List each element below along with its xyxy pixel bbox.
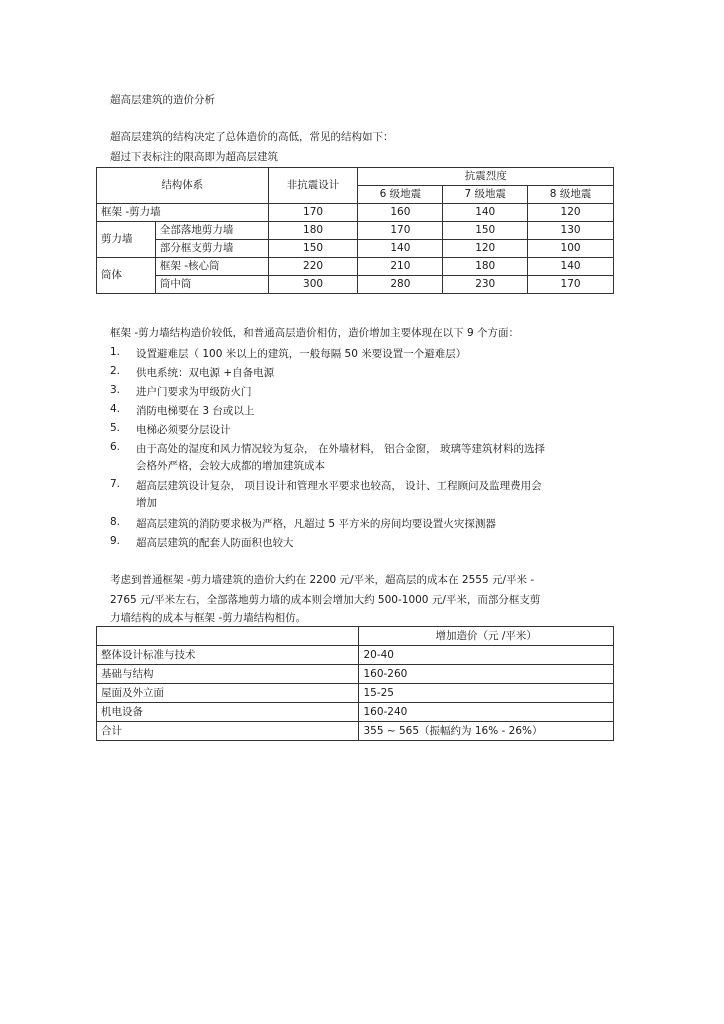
cost-item: 合计 bbox=[97, 722, 359, 741]
cost-item: 基础与结构 bbox=[97, 665, 359, 684]
list-text: 由于高处的湿度和风力情况较为复杂， 在外墙材料， 铝合金窗， 玻璃等建筑材料的选择 bbox=[136, 443, 546, 455]
list-text: 进户门要求为甲级防火门 bbox=[136, 386, 252, 398]
list-number: 7. bbox=[110, 478, 121, 490]
cell: 170 bbox=[268, 204, 358, 222]
header-8: 8 级地震 bbox=[528, 186, 614, 204]
list-number: 5. bbox=[110, 422, 121, 434]
row-group: 框架 -剪力墙 bbox=[97, 204, 269, 222]
header-structure: 结构体系 bbox=[97, 168, 269, 204]
cell: 210 bbox=[358, 258, 443, 276]
list-text: 电梯必须要分层设计 bbox=[136, 424, 231, 436]
list-text: 消防电梯要在 3 台或以上 bbox=[136, 405, 255, 417]
cost-value: 160-260 bbox=[359, 665, 614, 684]
table-row bbox=[97, 722, 614, 741]
paragraph-2-line-1: 考虑到普通框架 -剪力墙建筑的造价大约在 2200 元/平米，超高层的成本在 2555 元/平米 - bbox=[110, 574, 535, 586]
cost-value: 160-240 bbox=[359, 703, 614, 722]
cost-value: 15-25 bbox=[359, 684, 614, 703]
row-sub: 筒中筒 bbox=[155, 276, 268, 294]
cell: 140 bbox=[528, 258, 614, 276]
cost-item: 机电设备 bbox=[97, 703, 359, 722]
cell: 220 bbox=[268, 258, 358, 276]
cell: 150 bbox=[268, 240, 358, 258]
cell: 140 bbox=[358, 240, 443, 258]
list-text: 供电系统：双电源 +自备电源 bbox=[136, 367, 275, 379]
header-cost: 增加造价（元 /平米） bbox=[359, 627, 614, 646]
row-group: 剪力墙 bbox=[97, 222, 156, 258]
page-title: 超高层建筑的造价分析 bbox=[110, 94, 215, 106]
paragraph-2-line-3: 力墙结构的成本与框架 -剪力墙结构相仿。 bbox=[110, 612, 307, 624]
cell: 120 bbox=[443, 240, 528, 258]
row-sub: 框架 -核心筒 bbox=[155, 258, 268, 276]
cell: 120 bbox=[528, 204, 614, 222]
table-row bbox=[97, 276, 614, 294]
cell: 170 bbox=[528, 276, 614, 294]
list-number: 4. bbox=[110, 403, 121, 415]
row-group: 筒体 bbox=[97, 258, 156, 294]
list-number: 1. bbox=[110, 346, 121, 358]
table-caption: 超过下表标注的限高即为超高层建筑 bbox=[110, 151, 278, 163]
intro-text: 超高层建筑的结构决定了总体造价的高低，常见的结构如下： bbox=[110, 131, 394, 143]
cost-value: 20-40 bbox=[359, 646, 614, 665]
list-text: 超高层建筑的消防要求极为严格，凡超过 5 平方米的房间均要设置火灾探测器 bbox=[136, 518, 496, 530]
table-row bbox=[97, 703, 614, 722]
header-item bbox=[97, 627, 359, 646]
cell: 150 bbox=[443, 222, 528, 240]
list-text: 超高层建筑的配套人防面积也较大 bbox=[136, 537, 294, 549]
list-text-continued: 会格外严格，会较大成都的增加建筑成本 bbox=[136, 460, 325, 472]
cost-item: 屋面及外立面 bbox=[97, 684, 359, 703]
header-seismic: 抗震烈度 bbox=[358, 168, 614, 186]
cell: 180 bbox=[443, 258, 528, 276]
cell: 170 bbox=[358, 222, 443, 240]
cell: 160 bbox=[358, 204, 443, 222]
list-number: 2. bbox=[110, 365, 121, 377]
cost-value: 355 ~ 565（振幅约为 16% - 26%） bbox=[359, 722, 614, 741]
cell: 180 bbox=[268, 222, 358, 240]
paragraph-2-line-2: 2765 元/平米左右，全部落地剪力墙的成本则会增加大约 500-1000 元/平米，而部分框支剪 bbox=[110, 594, 541, 606]
list-number: 9. bbox=[110, 535, 121, 547]
cost-table bbox=[96, 626, 614, 741]
list-text: 超高层建筑设计复杂， 项目设计和管理水平要求也较高， 设计、工程顾问及监理费用会 bbox=[136, 480, 542, 492]
header-7: 7 级地震 bbox=[443, 186, 528, 204]
cell: 300 bbox=[268, 276, 358, 294]
list-number: 8. bbox=[110, 516, 121, 528]
cell: 140 bbox=[443, 204, 528, 222]
table-row bbox=[97, 258, 614, 276]
list-number: 3. bbox=[110, 384, 121, 396]
paragraph-1: 框架 -剪力墙结构造价较低，和普通高层造价相仿，造价增加主要体现在以下 9 个方面： bbox=[110, 327, 519, 339]
row-sub: 部分框支剪力墙 bbox=[155, 240, 268, 258]
list-number: 6. bbox=[110, 441, 121, 453]
table-row bbox=[97, 204, 614, 222]
cell: 230 bbox=[443, 276, 528, 294]
table-row bbox=[97, 684, 614, 703]
table-row bbox=[97, 222, 614, 240]
cell: 100 bbox=[528, 240, 614, 258]
table-row bbox=[97, 646, 614, 665]
table-row bbox=[97, 665, 614, 684]
cost-item: 整体设计标准与技术 bbox=[97, 646, 359, 665]
header-non-seismic: 非抗震设计 bbox=[268, 168, 358, 204]
header-6: 6 级地震 bbox=[358, 186, 443, 204]
height-limit-table bbox=[96, 167, 614, 294]
list-text-continued: 增加 bbox=[136, 497, 157, 509]
cell: 280 bbox=[358, 276, 443, 294]
row-sub: 全部落地剪力墙 bbox=[155, 222, 268, 240]
list-text: 设置避难层（ 100 米以上的建筑，一般每隔 50 米要设置一个避难层） bbox=[136, 348, 467, 360]
table-row bbox=[97, 240, 614, 258]
cell: 130 bbox=[528, 222, 614, 240]
